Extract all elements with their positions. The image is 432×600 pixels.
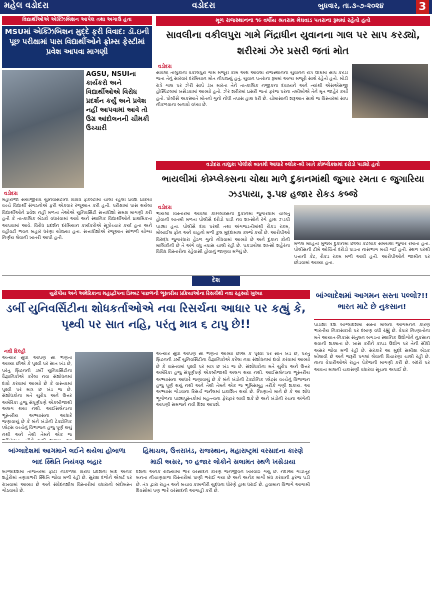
story4-body-col2: અત્યાર સુધી આપણે સૌ ભણતા આવ્યા છીએ કે પૃથ્વી પર સાત ખંડ છે, પરંતુ બ્રિટનની ડર્બી યુનિવર્સિટીના વૈજ્ઞાનિકોએ કરેલા નવા સંશોધનમાં દાવો કરવામાં આવ્યો છે કે વાસ્તવમાં પૃથ્વી પર માત્ર છ ખંડ જ છે. સંશોધકોના મતે યુરોપ અને ઉત્તર અમેરિકા હજુ સંપૂર્ણપણે એકબીજાથી અલગ થયા નથી. આઈસલેન્ડના ભૂસ્તરીય અભ્યાસના આધારે જણાવાયું છે કે બંને ખંડોની ટેક્ટોનિક પ્લેટ્સ વચ્ચેનું વિભાજન હજુ પૂર્ણ થયું નથી અને તેથી તેમને એક જ ભૂમિસમૂહ તરીકે ગણી શકાય. આ અભ્યાસ ગોંડવાના રિસર્ચ જર્નલમાં પ્રકાશિત થયો છે. નિષ્ણાતો માને છે કે આ શોધ ભૂગોળના પાઠ્યપુસ્તકોમાં મહત્ત્વના ફેરફાર લાવી શકે છે અને ખંડોની રચના અંગેની આપણી સમજને નવી દિશા આપશે.: [156, 352, 310, 409]
story4-kicker: યુરોપીય અને અમેરિકાના મહાદ્વીપના ડિમ્બટ પાછળની ભૂસ્તરીય પ્રક્રિયાઓના રિસર્ચથી નવા રહસ્યો ખુલ્યા: [2, 290, 310, 299]
story6-headline: બાંગ્લાદેશમાં આગમાને લઈને થયેલા હોબાળા બાદ સ્થિતિ નિયંત્રણ બહાર: [8, 447, 126, 466]
story7-body: દેશના અનેક રાજ્યોમાં ભારે વરસાદને કારણે જનજીવન ખોરવાઈ ગયું છે. નદીઓ ગાંડીતૂર બનતા નીચાણવાળા વિસ્તારોમાં પાણી ભરાઈ ગયા છે અને અનેક માર્ગો બંધ કરવાની ફરજ પડી છે. તંત્ર દ્વારા રાહત અને બચાવ કામગીરી યુદ્ધના ધોરણે હાથ ધરાઈ છે. હવામાન વિભાગે આગામી દિવસોમાં પણ ભારે વરસાદની આગાહી કરી છે.: [136, 470, 310, 495]
section-label: દેશ: [192, 276, 240, 286]
story3-photo: [294, 205, 430, 240]
story5-body: પાડોશી દેશ બાંગ્લાદેશમાં સસ્તા માલના આગમનને કારણે ભારતીય નિકાસકારો પર દબાણ વધી રહ્યું છે. વેપાર નિષ્ણાતોના મતે આયાત-નિકાસ સંતુલન બગડતા સ્થાનિક ઉદ્યોગોને નુકસાન થવાની શક્યતા છે. ખાસ કરીને કાપડ ઉદ્યોગ પર તેની સીધી અસર જોવા મળી રહી છે. સરકારે આ મુદ્દે સમીક્ષા બેઠક બોલાવી છે અને જરૂરી પગલાં લેવાની વિચારણા ચાલી રહી છે. નાના વેપારીઓએ રાહત પેકેજની માગણી કરી છે. બંદરો પર આવતા માલની ચકાસણી વધારવા સૂચના અપાઈ છે.: [314, 323, 430, 373]
story1-body: મહારાજા સયાજીરાવ યુનિવર્સિટીની વિવિધ ફેકલ્ટીમાં ચાલી રહેલી પ્રવેશ પ્રક્રિયા વચ્ચે વિદ્યાર્થી સંગઠનોએ ફરી એકવાર રજૂઆત કરી હતી. પરીક્ષામાં પાસ થયેલા વિદ્યાર્થીઓને પ્રવેશ નહીં મળતા તેઓએ યુનિવર્સિટી સત્તાધીશો સમક્ષ માગણી કરી હતી કે તાત્કાલિક બેઠકો વધારવામાં આવે અને સ્થાનિક વિદ્યાર્થીઓને પ્રાથમિકતા આપવામાં આવે. વિરોધ પ્રદર્શન દરમિયાન કાર્યકરોએ સૂત્રોચ્ચાર કર્યા હતા અને વહીવટી ભવન બહાર ધરણા યોજ્યા હતા. સત્તાધીશોએ રજૂઆત સાંભળી યોગ્ય નિર્ણય લેવાની ખાતરી આપી હતી.: [2, 198, 152, 242]
story1-headline: MSUમાં એક્ઝિબિશન મુદ્દે ફરી વિવાદ: ડૉ.ઇની પૂછ પરીક્ષામાં પાસ વિદ્યાર્થીઓને ફ્રોમ્સ ફેસ્ટીમાં પ્રવેશ આપવા માગણી: [2, 26, 152, 68]
story6-body: બાંગ્લાદેશમાં તાજેતરમાં ફાટી નીકળેલા વિરોધ પ્રદર્શનો બાદ અનેક શહેરોમાં તણાવભરી સ્થિતિ જોવા મળી રહી છે. સુરક્ષા દળોને એલર્ટ પર રાખવામાં આવ્યા છે અને સંવેદનશીલ વિસ્તારોમાં વધારાનો બંદોબસ્ત ગોઠવાયો છે.: [2, 470, 132, 495]
story2-body: સાવલી તાલુકાના વકીલપુરા ગામે મજૂરી કામ અર્થે આવેલા રાજસ્થાનના યુવાનને રાત્રે ઊંઘમાં સાપ કરડી જતા તેનું સારવાર દરમિયાન મોત નીપજ્યું હતું. યુવાન પતરાના રૂમમાં અન્ય મજૂરો સાથે રહેતો હતો. મોડી રાત્રે ગાલ પર ઝેરી સાપે ડંખ મારતા તેને તાત્કાલિક નજીકના દવાખાને અને ત્યાંથી એસએસજી હોસ્પિટલમાં ખસેડવામાં આવ્યો હતો. ઝેર શરીરમાં પ્રસરી જતાં ફરજ પરના તબીબોએ તેને મૃત જાહેર કર્યો હતો. પોલીસે અકસ્માતે મોતનો ગુનો નોંધી તપાસ હાથ ધરી છે. ચોમાસાની શરૂઆત સાથે જ વિસ્તારમાં સાપ નીકળવાના બનાવો વધ્યા છે.: [156, 71, 348, 109]
story1-photo: [2, 70, 84, 188]
story3-body: ભાયલી વિસ્તારમાં આવેલા કોમ્પ્લેક્સની દુકાનમાં જુગારધામ ચાલતું હોવાની બાતમી મળતા પોલીસે દરોડો પાડી નવ શખ્સોને રંગે હાથ ઝડપી પાડ્યા હતા. પોલીસે દાવ પરથી તથા અંગજડતીમાંથી રોકડ રકમ, મોબાઈલ ફોન અને વાહનો મળી કુલ મુદ્દામાલ કબ્જે કર્યો છે. આરોપીઓ વિરુદ્ધ જુગારધારા હેઠળ ગુનો નોંધવામાં આવ્યો છે અને દુકાન કોની માલિકીની છે તે અંગે વધુ તપાસ ચાલી રહી છે. પકડાયેલા શખ્સો શહેરના વિવિધ વિસ્તારોના રહેવાસી હોવાનું જાણવા મળ્યું છે.: [156, 212, 290, 256]
story3-headline: ભાયલીમાં કોમ્પ્લેક્સના ચોથા માળે દુકાનમાંથી જુગાર રમતા ૯ જુગારિયા ઝડપાયા, રૂ.૫૪ હજાર રોકડ કબ્જે: [161, 174, 425, 200]
story2-kicker: મૂળ રાજસ્થાનના ૧૯ વર્ષીય શ્રતરામ મેઘવાડ પતરાના રૂમમાં રહેતો હતો: [156, 16, 430, 26]
story4-dateline: નવી દિલ્હી: [4, 349, 26, 355]
masthead-city: વડોદરા: [192, 1, 216, 11]
masthead-date: બુધવાર, તા.૩-૭-૨૦૨૪: [318, 2, 384, 10]
story5-headline: બાંગ્લાદેશમાં આગમન સસ્તા પલ્લો?!! ભારત માટે છે નુકસાન!: [315, 291, 429, 311]
story1-pullquote: AGSU, NSUIના કાર્યકરો અને વિદ્યાર્થીઓએ વિરોધ પ્રદર્શન કર્યું અને પ્રવેશ નહીં આપવામાં આવે તો ઉગ્ર આંદોલનની ચીમકી ઉચ્ચારી: [86, 70, 150, 132]
masthead: [0, 0, 432, 14]
story4-photo: [75, 352, 153, 440]
story7-headline: હિમાચલ, ઉત્તરાખંડ, રાજસ્થાન, મહારાષ્ટ્રમાં વરસાદના કારણે માઠી અસર, ૧૦ હજાર લોકોને સલામત સ્થળે ખસેડાયા: [142, 447, 304, 466]
story4-body-col1: અત્યાર સુધી આપણે સૌ ભણતા આવ્યા છીએ કે પૃથ્વી પર સાત ખંડ છે, પરંતુ બ્રિટનની ડર્બી યુનિવર્સિટીના વૈજ્ઞાનિકોએ કરેલા નવા સંશોધનમાં દાવો કરવામાં આવ્યો છે કે વાસ્તવમાં પૃથ્વી પર માત્ર છ ખંડ જ છે. સંશોધકોના મતે યુરોપ અને ઉત્તર અમેરિકા હજુ સંપૂર્ણપણે એકબીજાથી અલગ થયા નથી. આઈસલેન્ડના ભૂસ્તરીય અભ્યાસના આધારે જણાવાયું છે કે બંને ખંડોની ટેક્ટોનિક પ્લેટ્સ વચ્ચેનું વિભાજન હજુ પૂર્ણ થયું નથી અને તેથી તેમને એક જ: [2, 356, 72, 438]
story1-dateline: વડોદરા: [4, 191, 18, 197]
story1-kicker: વિદ્યાર્થીઓએ એક્ઝિબિશન આપેલ તથા અગાઉ હતા: [2, 16, 152, 25]
story2-photo: [352, 64, 428, 118]
story3-dateline: વડોદરા: [158, 205, 172, 211]
story3-side-body: મળેલ માહિતી મુજબ દુકાનમાં છેલ્લા કેટલાક સમયથી જુગાર રમાતો હતો. પોલીસની ટીમે ઓચિંતો દરોડો પાડતા નાસભાગ મચી ગઈ હતી. સ્થળ પરથી પત્તાની કેટ, રોકડ રકમ મળી આવી હતી. આરોપીઓને જામીન પર છોડવામાં આવ્યા હતા.: [294, 242, 430, 267]
story2-dateline: વડોદરા: [158, 64, 172, 70]
story2-headline: સાવલીના વકીલપુરા ગામે નિંદ્રાધીન યુવાનના ગાલ પર સાપ કરડ્યો, શરીરમાં ઝેર પ્રસરી જતાં મોત: [165, 30, 421, 57]
lower-rule: [2, 442, 310, 443]
story4-headline: ડર્બી યુનિવર્સિટીના શોધકર્તાઓએ નવા રિસર્ચના આધાર પર કહ્યું કે, પૃથ્વી પર સાત નહિ, પરંતુ માત્ર ૬ ટાપુ છે!!: [6, 302, 306, 331]
story5-rule: [314, 319, 430, 320]
masthead-edition: મહેલ વડોદરા: [4, 1, 49, 11]
story3-kicker: વડોદરા તાલુકા પોલીસે બાતમી આધારે બ્લોક-બી ખાતે કોમ્પ્લેક્સમાં દરોડો પાડ્યો હતો: [156, 161, 430, 170]
page-number: 3: [416, 0, 429, 14]
